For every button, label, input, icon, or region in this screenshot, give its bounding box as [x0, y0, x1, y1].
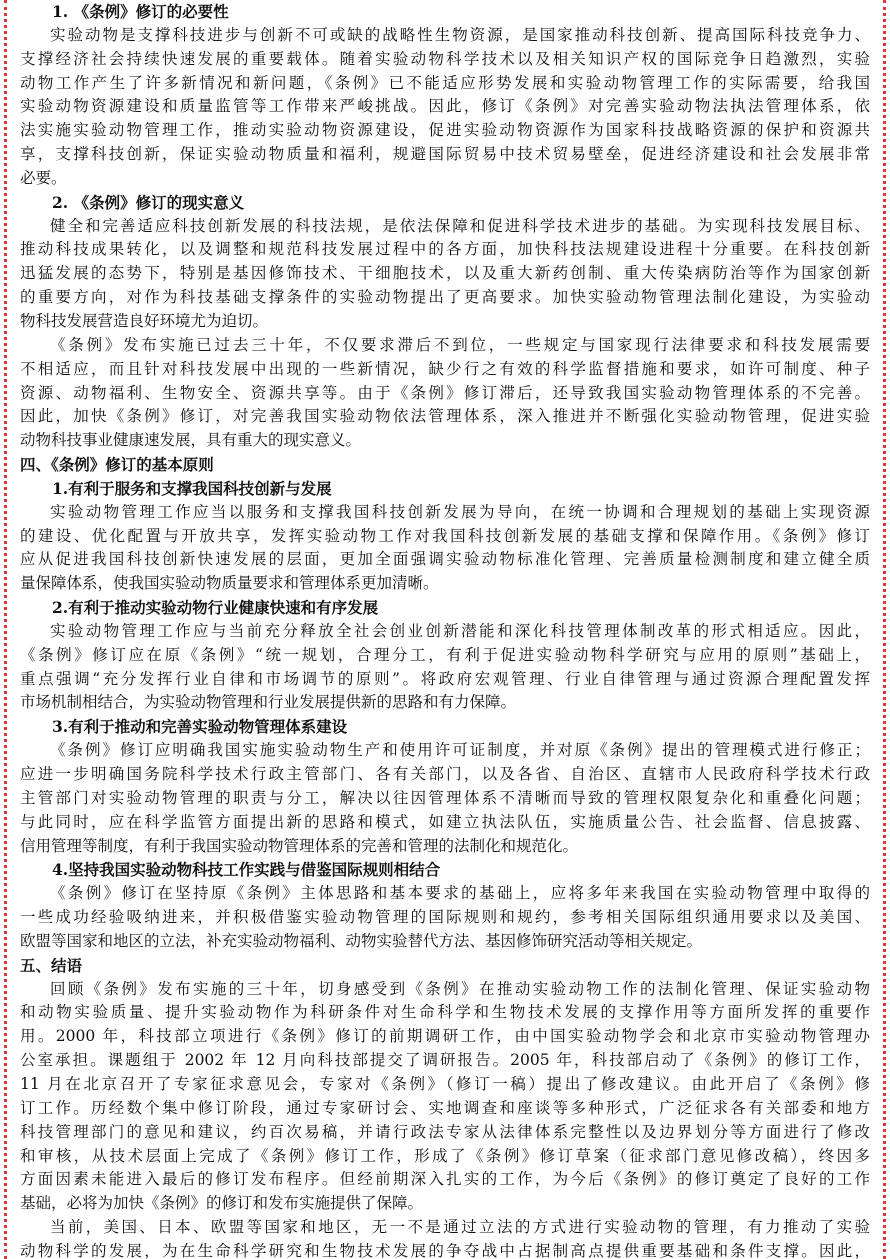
section-heading: 1. 《条例》修订的必要性: [52, 2, 229, 21]
text-line: 实验动物管理工作应与当前充分释放全社会创业创新潜能和深化科技管理体制改革的形式相适应。因此，: [50, 621, 870, 640]
text-line: 市场机制相结合，为实验动物管理和行业发展提供新的思路和有力保障。: [20, 693, 517, 712]
section-heading: 五、结语: [20, 955, 83, 975]
section-heading: 4.坚持我国实验动物科技工作实践与借鉴国际规则相结合: [52, 860, 441, 880]
section-heading: 2. 《条例》修订的现实意义: [52, 192, 245, 212]
text-line: 与此同时，应在科学监管方面提出新的思路和模式，如建立执法队伍，实施质量公告、社会监督、信息披露、: [20, 812, 870, 831]
text-line: 的建设、优化配置与开放共享，发挥实验动物工作对我国科技创新发展的基础支撑和保障作用。《条例》修订: [20, 526, 870, 545]
text-line: 《条例》发布实施已过去三十年，不仅要求滞后不到位，一些规定与国家现行法律要求和科技发展需要: [50, 335, 870, 354]
text-line: 的重要方向，对作为科技基础支撑条件的实验动物提出了更高要求。加快实验动物管理法制化建设，为实验动: [20, 288, 870, 307]
section-heading: 3.有利于推动和完善实验动物管理体系建设: [52, 717, 348, 737]
left-decorative-border: [4, 0, 7, 1259]
text-line: 欧盟等国家和地区的立法，补充实验动物福利、动物实验替代方法、基因修饰研究活动等相关规定。: [20, 931, 703, 950]
section-heading: 1.有利于服务和支撑我国科技创新与发展: [52, 478, 332, 498]
text-line: 基础，必将为加快《条例》的修订和发布实施提供了保障。: [20, 1194, 424, 1213]
text-line: 《条例》修订应明确我国实施实验动物生产和使用许可证制度，并对原《条例》提出的管理模式进行修正；: [50, 741, 870, 760]
text-line: 实验动物是支撑科技进步与创新不可或缺的战略性生物资源，是国家推动科技创新、提高国际科技竞争力、: [50, 25, 870, 44]
text-line: 不相适应，而且针对科技发展中出现的一些新情况，缺少行之有效的科学监督措施和要求，如许可制度、种子: [20, 359, 870, 378]
text-line: 订工作。历经数个集中修订阶段，通过专家研讨会、实地调查和座谈等多种形式，广泛征求各有关部委和地方: [20, 1098, 870, 1117]
text-line: 主管部门对实验动物管理的职责与分工，解决以往因管理体系不清晰而导致的管理权限复杂化和重叠化问题；: [20, 788, 870, 807]
text-line: 信用管理等制度，有利于我国实验动物管理体系的完善和管理的法制化和规范化。: [20, 836, 579, 855]
text-line: 享，支撑科技创新，保证实验动物质量和福利，规避国际贸易中技术贸易壁垒，促进经济建设和社会发展非常: [20, 145, 870, 164]
text-line: 和动物实验质量、提升实验动物作为科研条件对生命科学和生物技术发展的支撑作用等方面所发挥的重要作: [20, 1003, 870, 1022]
text-line: 动物科技事业健康速发展，具有重大的现实意义。: [20, 431, 362, 450]
text-line: 资源、动物福利、生物安全、资源共享等。由于《条例》修订滞后，还导致我国实验动物管理体系的不完善。: [20, 383, 870, 402]
text-line: 量保障体系，使我国实验动物质量要求和管理体系更加清晰。: [20, 574, 439, 593]
text-line: 迅猛发展的态势下，特别是基因修饰技术、干细胞技术，以及重大新药创制、重大传染病防治等作为国家创新: [20, 264, 870, 283]
text-line: 回顾《条例》发布实施的三十年，切身感受到《条例》在推动实验动物工作的法制化管理、保证实验动物: [50, 979, 870, 998]
section-heading: 2.有利于推动实验动物行业健康快速和有序发展: [52, 598, 379, 618]
text-line: 科技管理部门的意见和建议，约百次易稿，并请行政法专家从法律体系完整性以及边界划分等方面进行了修改: [20, 1122, 870, 1141]
text-line: 方面因素未能进入最后的修订发布程序。但经前期深入扎实的工作，为今后《条例》的修订奠定了良好的工作: [20, 1170, 870, 1189]
text-line: 《条例》修订在坚持原《条例》主体思路和基本要求的基础上，应将多年来我国在实验动物管理中取得的: [50, 884, 870, 903]
text-line: 健全和完善适应科技创新发展的科技法规，是依法保障和促进科学技术进步的基础。为实现科技发展目标、: [50, 216, 870, 235]
section-heading: 四、《条例》修订的基本原则: [20, 455, 214, 475]
text-line: 应进一步明确国务院科学技术行政主管部门、各有关部门，以及各省、自治区、直辖市人民政府科学技术行政: [20, 765, 870, 783]
text-line: 《条例》修订应在原《条例》“统一规划，合理分工，有利于促进实验动物科学研究与应用的原则”基础上，: [20, 645, 870, 664]
text-line: 支撑经济社会持续快速发展的重要载体。随着实验动物科学技术以及相关知识产权的国际竞争日趋激烈，实验: [20, 49, 870, 68]
text-line: 应从促进我国科技创新快速发展的层面，更加全面强调实验动物标准化管理、完善质量检测制度和建立健全质: [20, 550, 870, 569]
text-line: 实验动物资源建设和质量监管等工作带来严峻挑战。因此，修订《条例》对完善实验动物法执法管理体系，依: [20, 97, 870, 116]
text-line: 法实施实验动物管理工作，推动实验动物资源建设，促进实验动物资源作为国家科技战略资源的保护和资源共: [20, 121, 870, 140]
text-line: 用。2000 年，科技部立项进行《条例》修订的前期调研工作，由中国实验动物学会和北京市实验动物管理办: [20, 1027, 870, 1046]
text-line: 一些成功经验吸纳进来，并积极借鉴实验动物管理的国际规则和规约，参考相关国际组织通用要求以及美国、: [20, 908, 870, 927]
text-line: 动物工作产生了许多新情况和新问题，《条例》已不能适应形势发展和实验动物管理工作的实际需要，给我国: [20, 73, 870, 92]
text-line: 11 月在北京召开了专家征求意见会，专家对《条例》（修订一稿）提出了修改建议。由此开启了《条例》修: [20, 1074, 870, 1093]
text-line: 公室承担。课题组于 2002 年 12 月向科技部提交了调研报告。2005 年，科技部启动了《条例》的修订工作，: [20, 1051, 870, 1070]
text-line: 物科技发展营造良好环境尤为迫切。: [20, 311, 269, 330]
text-line: 因此，加快《条例》修订，对完善我国实验动物依法管理体系，深入推进并不断强化实验动物管理，促进实验: [20, 407, 870, 426]
text-line: 动物科学的发展，为在生命科学研究和生物技术发展的争夺战中占据制高点提供重要基础和条件支撑。因此，: [20, 1241, 870, 1259]
text-line: 必要。: [20, 168, 67, 187]
text-line: 实验动物管理工作应当以服务和支撑我国科技创新发展为导向，在统一协调和合理规划的基础上实现资源: [50, 502, 870, 521]
text-line: 重点强调“充分发挥行业自律和市场调节的原则”。将政府宏观管理、行业自律管理与通过资源合理配置发挥: [20, 669, 870, 688]
text-line: 推动科技成果转化，以及调整和规范科技发展过程中的各方面，加快科技法规建设进程十分重要。在科技创新: [20, 240, 870, 259]
text-line: 当前，美国、日本、欧盟等国家和地区，无一不是通过立法的方式进行实验动物的管理，有力推动了实验: [50, 1218, 870, 1237]
text-line: 和审核，从技术层面上完成了《条例》修订工作，形成了《条例》修订草案（征求部门意见修改稿），终因多: [20, 1146, 870, 1165]
document-page: [20, 0, 870, 1259]
right-decorative-border: [883, 0, 886, 1259]
